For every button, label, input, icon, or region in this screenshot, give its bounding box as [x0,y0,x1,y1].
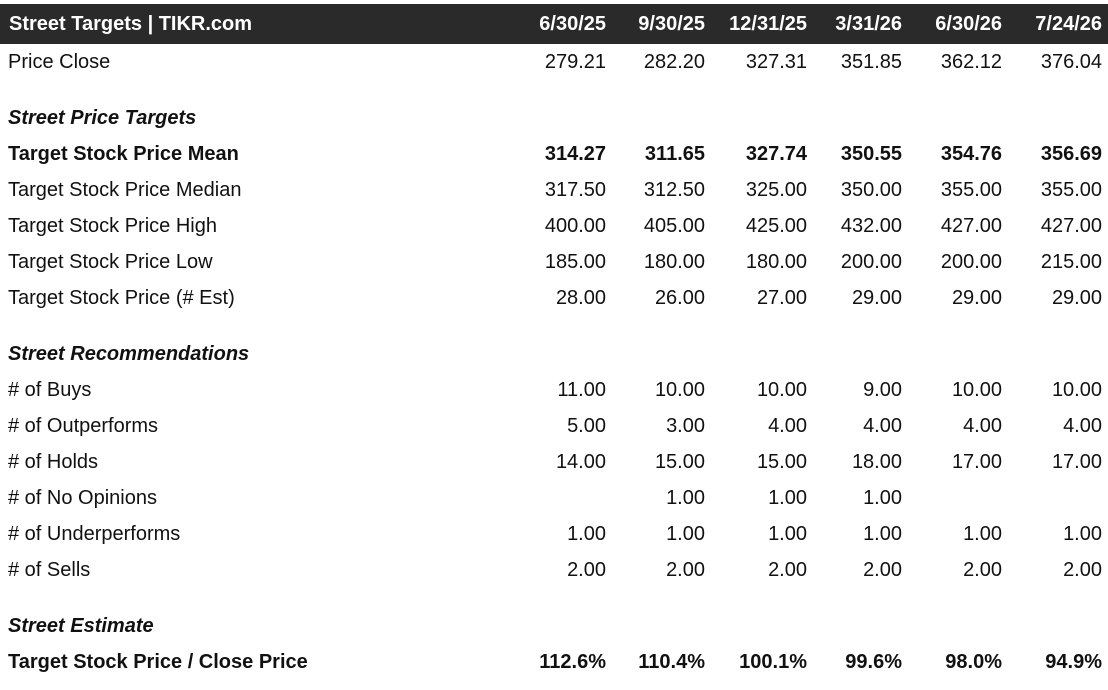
cell-value: 28.00 [555,286,606,309]
section-heading-row [0,100,1108,136]
table-row-sells [0,552,1108,588]
period-header[interactable]: 3/31/26 [835,12,902,35]
row-label: Target Stock Price Median [8,178,242,201]
cell-value: 10.00 [951,378,1002,401]
cell-value: 2.00 [768,558,807,581]
table-row-holds [0,444,1108,480]
cell-value: 100.1% [739,650,807,673]
row-label: Target Stock Price Mean [8,142,239,165]
cell-value: 356.69 [1040,142,1102,165]
period-header[interactable]: 7/24/26 [1035,12,1102,35]
cell-value: 1.00 [666,486,705,509]
cell-value: 282.20 [643,50,705,73]
cell-value: 327.31 [745,50,807,73]
table-row-target-low [0,244,1108,280]
spacer-row [0,80,1108,100]
cell-value: 10.00 [1051,378,1102,401]
period-header[interactable]: 6/30/26 [935,12,1002,35]
cell-value: 2.00 [863,558,902,581]
cell-value: 110.4% [638,650,705,673]
row-label: # of Outperforms [8,414,159,437]
cell-value [1008,480,1108,516]
cell-value: 350.00 [840,178,902,201]
table-row-outperforms [0,408,1108,444]
cell-value: 432.00 [840,214,902,237]
cell-value: 4.00 [768,414,807,437]
table-row-target-median [0,172,1108,208]
cell-value: 200.00 [840,250,902,273]
cell-value: 112.6% [539,650,606,673]
row-label: Target Stock Price High [8,214,217,237]
section-heading-row [0,608,1108,644]
cell-value: 279.21 [544,50,606,73]
row-label: # of Holds [8,450,99,473]
cell-value: 15.00 [756,450,807,473]
cell-value: 1.00 [768,486,807,509]
cell-value: 405.00 [643,214,705,237]
cell-value: 185.00 [544,250,606,273]
cell-value: 14.00 [555,450,606,473]
cell-value: 1.00 [666,522,705,545]
section-heading-row [0,336,1108,372]
period-header[interactable]: 9/30/25 [638,12,705,35]
cell-value: 312.50 [643,178,705,201]
cell-value: 427.00 [1040,214,1102,237]
cell-value: 425.00 [745,214,807,237]
cell-value: 1.00 [768,522,807,545]
section-heading-estimate: Street Estimate [8,614,154,637]
row-label: Target Stock Price Low [8,250,213,273]
table-row-price-close [0,44,1108,80]
period-header[interactable]: 12/31/25 [729,12,807,35]
cell-value: 29.00 [951,286,1002,309]
spacer-row [0,316,1108,336]
section-heading-price-targets: Street Price Targets [8,106,197,129]
table-row-underperforms [0,516,1108,552]
table-row-target-close-ratio [0,644,1108,680]
cell-value: 351.85 [840,50,902,73]
cell-value: 98.0% [945,650,1002,673]
cell-value: 376.04 [1040,50,1102,73]
cell-value: 355.00 [940,178,1002,201]
cell-value: 5.00 [567,414,606,437]
cell-value: 354.76 [940,142,1002,165]
cell-value: 1.00 [863,486,902,509]
cell-value: 99.6% [845,650,902,673]
table-row-no-opinions [0,480,1108,516]
street-targets-table [0,4,1108,680]
cell-value: 18.00 [851,450,902,473]
cell-value: 180.00 [745,250,807,273]
cell-value: 3.00 [666,414,705,437]
cell-value: 427.00 [940,214,1002,237]
spacer-row [0,588,1108,608]
cell-value: 4.00 [963,414,1002,437]
cell-value: 10.00 [756,378,807,401]
cell-value: 317.50 [544,178,606,201]
cell-value: 362.12 [940,50,1002,73]
cell-value: 1.00 [863,522,902,545]
cell-value: 1.00 [567,522,606,545]
cell-value: 2.00 [963,558,1002,581]
cell-value: 9.00 [863,378,902,401]
cell-value: 327.74 [745,142,807,165]
section-heading-recommendations: Street Recommendations [8,342,250,365]
cell-value: 2.00 [666,558,705,581]
cell-value [908,480,1008,516]
table-row-target-mean [0,136,1108,172]
cell-value: 4.00 [863,414,902,437]
table-title: Street Targets | TIKR.com [9,12,253,35]
row-label: # of No Opinions [8,486,157,509]
table-header-row [0,4,1108,44]
cell-value [508,480,612,516]
cell-value: 350.55 [840,142,902,165]
cell-value: 1.00 [1063,522,1102,545]
row-label: # of Underperforms [8,522,181,545]
cell-value: 15.00 [654,450,705,473]
table-row-target-est-count [0,280,1108,316]
table-row-target-high [0,208,1108,244]
row-label: Price Close [8,50,111,73]
cell-value: 311.65 [644,142,705,165]
period-header[interactable]: 6/30/25 [539,12,606,35]
cell-value: 29.00 [851,286,902,309]
cell-value: 94.9% [1045,650,1102,673]
cell-value: 10.00 [654,378,705,401]
cell-value: 400.00 [544,214,606,237]
cell-value: 11.00 [557,378,606,401]
cell-value: 29.00 [1051,286,1102,309]
cell-value: 4.00 [1063,414,1102,437]
row-label: Target Stock Price / Close Price [8,650,308,673]
cell-value: 1.00 [963,522,1002,545]
table-row-buys [0,372,1108,408]
row-label: # of Sells [8,558,91,581]
cell-value: 26.00 [654,286,705,309]
cell-value: 314.27 [544,142,606,165]
cell-value: 17.00 [1051,450,1102,473]
cell-value: 2.00 [1063,558,1102,581]
cell-value: 2.00 [567,558,606,581]
cell-value: 200.00 [940,250,1002,273]
cell-value: 180.00 [643,250,705,273]
cell-value: 27.00 [756,286,807,309]
row-label: # of Buys [8,378,92,401]
cell-value: 355.00 [1040,178,1102,201]
cell-value: 215.00 [1040,250,1102,273]
row-label: Target Stock Price (# Est) [8,286,235,309]
cell-value: 17.00 [951,450,1002,473]
cell-value: 325.00 [745,178,807,201]
